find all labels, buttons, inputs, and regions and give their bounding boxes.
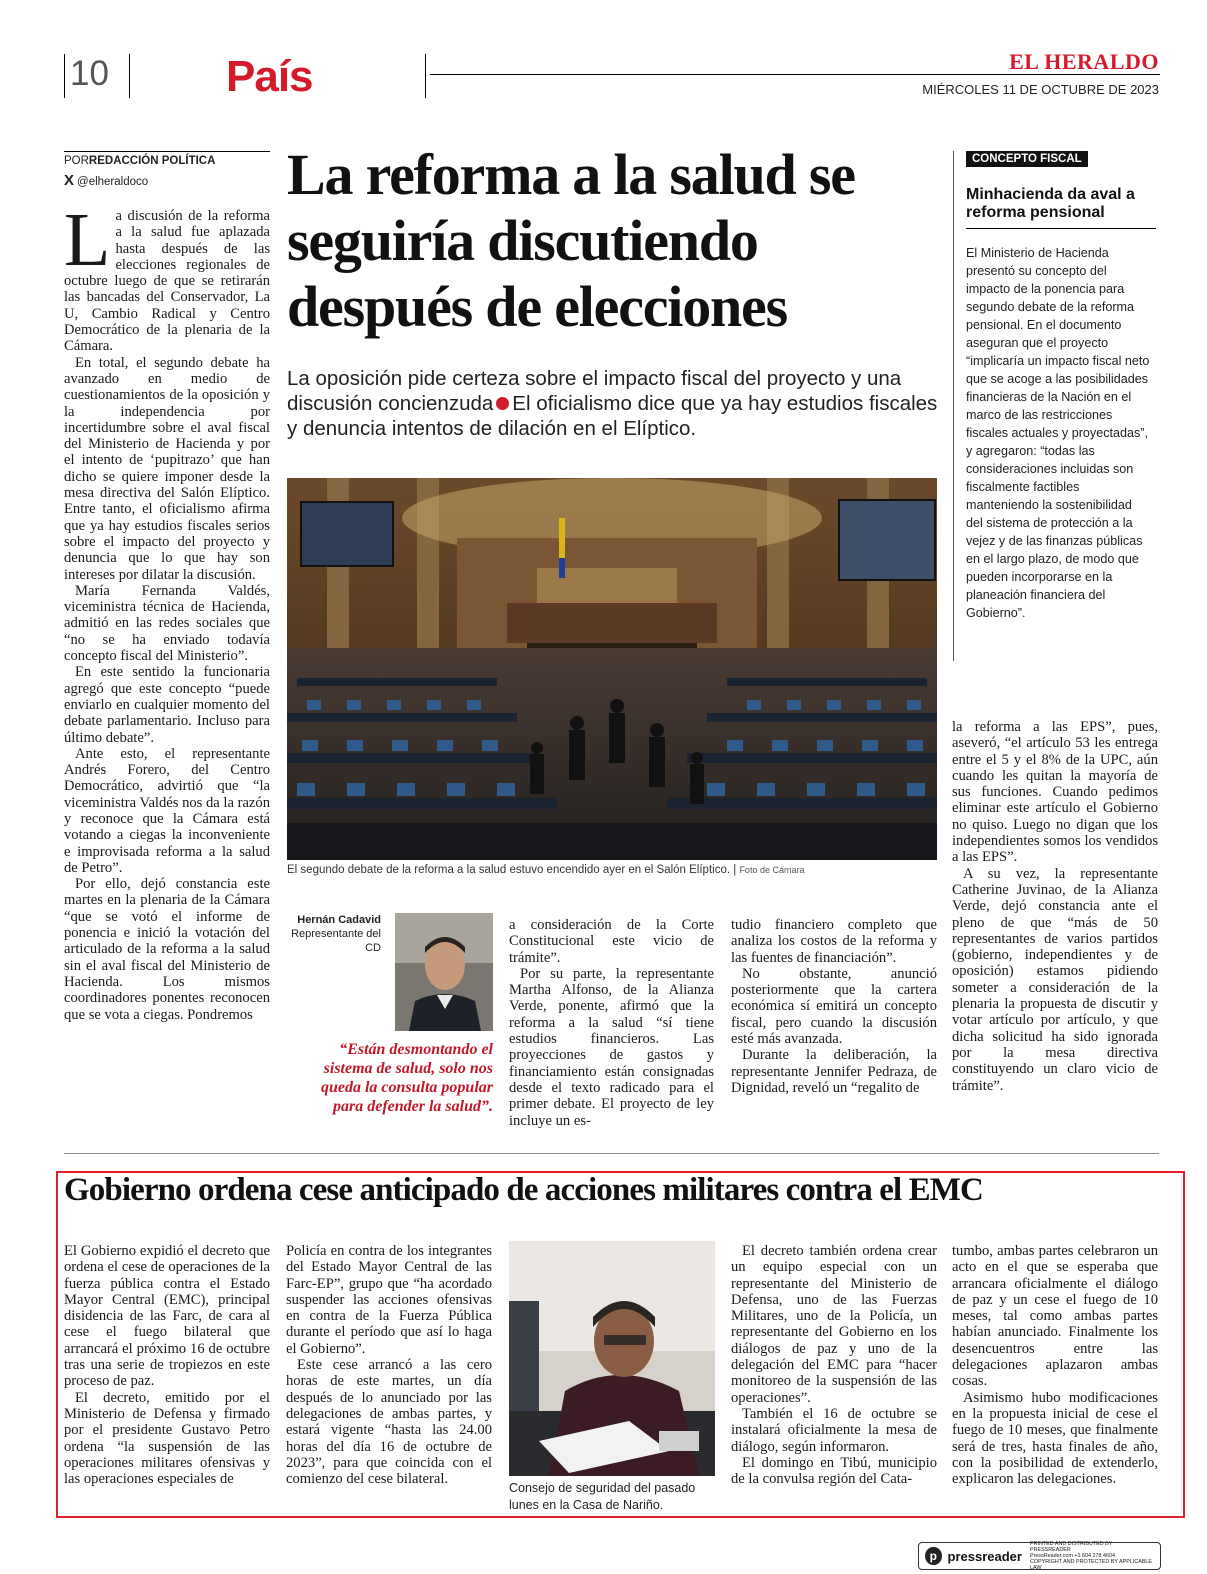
paragraph: Durante la deliberación, la representante Jennifer Pedraza, de Dignidad, reveló un “regalito de [731,1047,937,1096]
sidebar-body: El Ministerio de Hacienda presentó su concepto del impacto de la ponencia para segundo debate de la reforma pensional. En el documento aseguran que el proyecto “implicaría un impacto fiscal neto que se acoge a las posibilidades financieras de la Nación en el marco de las restricciones fiscales actuales y proyectadas”, y agregaron: “todas las consideraciones incluidas son fiscalmente factibles manteniendo la sostenibilidad del sistema de protección a la vejez y de las finanzas públicas en el largo plazo, de modo que pueden incorporarse en la planeación financiera del Gobierno”. [966,246,1150,620]
sidebar-title: Minhacienda da aval a reforma pensional [966,186,1135,221]
paragraph: Policía en contra de los integrantes del Estado Mayor Central de las Farc-EP”, grupo que “ha acordado suspender las acciones ofensivas en contra de la Fuerza Pública durante el período que así lo haga el Gobierno”. [286,1243,492,1357]
fine-print-line: PRINTED AND DISTRIBUTED BY PRESSREADER [1029,1540,1113,1553]
header-divider [129,54,130,98]
issue-date: MIÉRCOLES 11 DE OCTUBRE DE 2023 [922,82,1159,97]
byline-rule [64,151,270,152]
pressreader-badge[interactable] [918,1542,1161,1570]
article-column-1 [64,198,271,1023]
paragraph: A su vez, la representante Catherine Juvinao, de la Alianza Verde, dejó constancia ante el pleno de que “más de 50 representantes de varios partidos (gobierno, independientes y de oposición) estamos pidiendo someter a consideración de la plenaria la propuesta de discutir y votar artículo por artículo, y que dicha solicitud ha sido ignorada por la mesa directiva constituyendo un claro vicio de trámite”. [952,865,1158,1094]
article2-headline: Gobierno ordena cese anticipado de acciones militares contra el EMC [64,1172,983,1208]
pressreader-logo-icon: p [925,1547,942,1565]
photo-caption: El segundo debate de la reforma a la salud estuvo encendido ayer en el Salón Elíptico. | Foto de Cámara [287,864,805,876]
article2-column-2 [286,1243,492,1487]
main-photo [287,478,937,860]
section-name: País [226,52,313,101]
quote-attribution [285,913,381,955]
x-icon: X [64,172,75,189]
quote-name: Hernán Cadavid [297,914,381,926]
paragraph [64,198,270,355]
paragraph: El decreto, emitido por el Ministerio de Defensa y firmado por el presidente Gustavo Petro ordena “la suspensión de las operaciones militares ofensivas y las operaciones especiales de [64,1389,270,1488]
article-column-3 [509,917,714,1129]
portrait-illustration [395,913,493,1031]
paragraph: Por ello, dejó constancia este martes en la plenaria de la Cámara “que se votó el informe de ponencia e inició la votación del articulado de la reforma a la salud sin el aval fiscal del Ministerio de Hacienda. Los mismos coordinadores ponentes reconocen que se vota a ciegas. Pondremos [64,876,270,1023]
article2-column-3 [731,1243,937,1487]
header-divider [64,54,65,98]
byline [64,155,215,167]
paragraph: Ante esto, el representante Andrés Forero, del Centro Democrático, advirtió que “la viceministra Valdés nos da la razón y reconoce que la Cámara está votando a ciegas la inconveniente e improvisada reforma a la salud de Petro”. [64,745,271,876]
article-column-4 [731,917,937,1096]
paragraph: tudio financiero completo que analiza los costos de la reforma y las fuentes de financiación”. [731,917,937,966]
pressreader-brand: pressreader [947,1548,1022,1564]
paragraph-text: a discusión de la reforma a la salud fue aplazada hasta después de las elecciones regionales de octubre luego de que se retirarán las bancadas del Conservador, La U, Cambio Radical y Centro Democrático de la plenaria de la Cámara. [64,208,270,355]
deck-part-1: La oposición pide certeza sobre el impacto fiscal del proyecto y una discusión concienzuda [287,367,902,415]
masthead-logo: EL HERALDO [1009,49,1159,74]
paragraph: a consideración de la Corte Constitucional este vicio de trámite”. [509,917,714,966]
paragraph: Por su parte, la representante Martha Alfonso, de la Alianza Verde, ponente, afirmó que la reforma a la salud “sí tiene estudios financieros. Las proyecciones de gastos y financiamiento están consignadas desde el texto radicado para el primer debate. El proyecto de ley incluye un es- [509,965,714,1129]
paragraph: El decreto también ordena crear un equipo especial con un representante del Ministerio de Defensa, uno de las Fuerzas Militares, uno de la Policía, un representante del Gobierno en los diálogos de paz y uno de la delegación del EMC para “hacer monitoreo de la suspensión de las operaciones”. [731,1243,937,1406]
paragraph: No obstante, anunció posteriormente que la cartera económica sí emitirá un concepto fiscal, pero cuando la discusión esté más avanzada. [731,965,937,1048]
paragraph: En total, el segundo debate ha avanzado en medio de cuestionamientos de la oposición y la independencia por incertidumbre sobre el aval fiscal del Ministerio de Hacienda y por el intento de ‘pupitrazo’ que han dicho se quiere imponer desde la mesa directiva del Salón Elíptico. Entre tanto, el oficialismo afirma que ya hay estudios fiscales serios sobre el impacto del proyecto y denuncia que lo que hay son intereses por dilatar la discusión. [64,354,270,583]
security-council-illustration [509,1241,715,1476]
photo-credit: Foto de Cámara [739,865,805,875]
article2-photo [509,1241,715,1476]
byline-handle: @elheraldoco [77,176,149,188]
paragraph: la reforma a las EPS”, pues, aseveró, “el artículo 53 les entrega entre el 5 y el 8% de la UPC, aún cuando les quitan la mayoría de sus funciones. Cuando pedimos eliminar este artículo el Gobierno no quiso. Luego no digan que los independientes somos los vendidos a las EPS”. [952,719,1158,866]
fine-print-line: PressReader.com +1 604 278 4604 [1029,1552,1115,1559]
paragraph: El domingo en Tibú, municipio de la convulsa región del Cata- [731,1454,937,1488]
pressreader-fine-print [1030,1541,1154,1572]
article-column-5 [952,719,1158,1094]
paragraph: También el 16 de octubre se instalará oficialmente la mesa de diálogo, según informaron. [731,1405,937,1455]
article-deck [287,366,947,441]
paragraph: tumbo, ambas partes celebraron un acto en el que se esperaba que arrancara oficialmente el diálogo de paz y un cese el fuego de 10 meses, tal como ambas partes habían anunciado. Finalmente los desencuentros entre las delegaciones aplazaron ambas cosas. [952,1243,1158,1390]
paragraph: Este cese arrancó a las cero horas de este martes, un día después de lo anunciado por las delegaciones de ambas partes, y estará vigente “hasta las 24.00 horas del día 16 de octubre de 2023”, para que coincida con el comienzo del cese bilateral. [286,1357,492,1488]
byline-social [64,172,148,189]
article2-column-4 [952,1243,1158,1487]
paragraph: María Fernanda Valdés, viceministra técnica de Hacienda, admitió en las redes sociales que “no se ha enviado todavía concepto fiscal del Ministerio”. [64,582,270,665]
paragraph: Asimismo hubo modificaciones en la propuesta inicial de cese el fuego de 10 meses, que finalmente será de tres, hasta finales de año, con la posibilidad de extenderlo, explicaron las delegaciones. [952,1389,1158,1488]
article-headline: La reforma a la salud se seguiría discutiendo después de elecciones [287,142,855,339]
quote-role: Representante del CD [291,928,381,954]
byline-author: REDACCIÓN POLÍTICA [88,155,216,167]
article2-photo-caption: Consejo de seguridad del pasado lunes en la Casa de Nariño. [509,1481,696,1512]
deck-part-2: El oficialismo dice que ya hay estudios fiscales y denuncia intentos de dilación en el Elíptico. [287,392,938,440]
header-divider [425,54,426,98]
sidebar-tag: CONCEPTO FISCAL [966,151,1088,167]
pull-quote: “Están desmontando el sistema de salud, solo nos queda la consulta popular para defender la salud”. [320,1041,493,1115]
sidebar-rule [966,228,1156,229]
article2-column-1 [64,1243,270,1487]
bullet-dot-icon [496,397,509,410]
fine-print-line: COPYRIGHT AND PROTECTED BY APPLICABLE LAW [1029,1559,1153,1572]
page-number: 10 [70,54,109,93]
sidebar-divider [953,151,954,661]
paragraph: En este sentido la funcionaria agregó que este concepto “puede enviarlo en cualquier momento del debate parlamentario. Incluso para último debate”. [64,664,270,746]
caption-text: El segundo debate de la reforma a la salud estuvo encendido ayer en el Salón Elíptico. [287,864,731,876]
drop-cap: L [64,198,111,282]
chamber-illustration [287,478,937,860]
section-divider [64,1153,1159,1154]
quote-portrait-photo [395,913,493,1031]
paragraph: El Gobierno expidió el decreto que ordena el cese de operaciones de la fuerza pública contra el Estado Mayor Central (EMC), principal disidencia de las Farc, de cara al cese el fuego bilateral que arrancará el próximo 16 de octubre tras una serie de tropiezos en este proceso de paz. [64,1243,270,1390]
byline-prefix: POR [64,155,89,167]
